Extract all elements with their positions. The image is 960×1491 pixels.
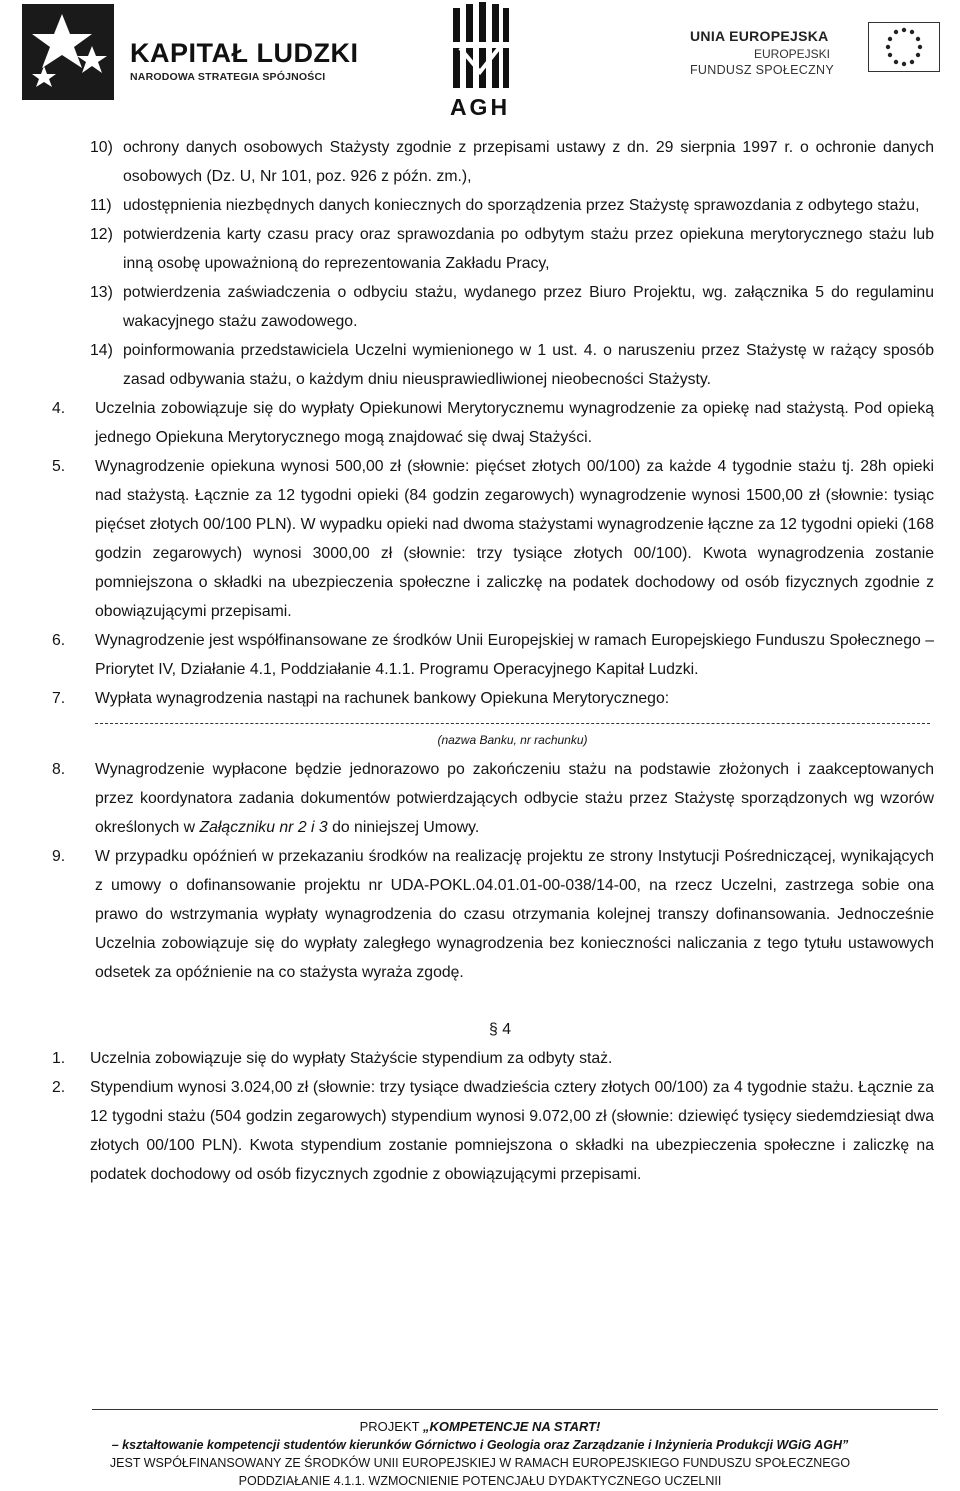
item-number: 9.	[52, 848, 66, 865]
kapital-ludzki-title: KAPITAŁ LUDZKI	[130, 38, 359, 68]
item-number: 4.	[52, 400, 66, 417]
item-number: 7.	[52, 690, 66, 707]
paragraph-item-7	[0, 684, 960, 713]
kapital-ludzki-logo	[22, 4, 359, 104]
section4-item-1	[0, 1044, 960, 1073]
item-number: 5.	[52, 458, 66, 475]
item-text-part: do niniejszej Umowy.	[327, 819, 480, 836]
footer-project-prefix: PROJEKT	[359, 1419, 423, 1434]
item-number: 1.	[52, 1050, 66, 1067]
section-heading: § 4	[489, 1021, 511, 1038]
item-text: potwierdzenia zaświadczenia o odbyciu stażu, wydanego przez Biuro Projektu, wg. załącznika 5 do regulaminu wakacyjnego stażu zawodowego.	[123, 284, 934, 330]
item-text: Wynagrodzenie jest współfinansowane ze środków Unii Europejskiej w ramach Europejskiego Funduszu Społecznego – Priorytet IV, Działanie 4.1, Poddziałanie 4.1.1. Programu Operacyjnego Kapitał Ludzki.	[95, 632, 934, 678]
item-number: 8.	[52, 761, 66, 778]
obligation-item-11	[0, 191, 960, 220]
kapital-ludzki-star-icon	[22, 4, 122, 104]
item-text: udostępnienia niezbędnych danych koniecznych do sporządzenia przez Stażystę sprawozdania z odbytego stażu,	[123, 197, 920, 214]
page-header	[0, 0, 960, 130]
paragraph-item-8	[0, 755, 960, 842]
item-number: 11)	[90, 197, 112, 214]
obligation-item-13	[0, 278, 960, 336]
item-number: 2.	[52, 1079, 66, 1096]
footer-divider	[92, 1409, 938, 1410]
item-text: Wynagrodzenie opiekuna wynosi 500,00 zł (słownie: pięćset złotych 00/100) za każde 4 tygodnie stażu tj. 28h opieki nad stażystą. Łącznie za 12 tygodni opieki (84 godzin zegarowych) wynagrodzenie wynosi 1500,00 zł (słownie: tysiąc pięćset złotych 00/100 PLN). W wypadku opieki nad dwoma stażystami wynagrodzenie łączne za 12 tygodni opieki (168 godzin zegarowych) wynosi 3000,00 zł (słownie: trzy tysiące złotych 00/100). Kwota wynagrodzenia zostanie pomniejszona o składki na ubezpieczenia społeczne i zaliczkę na podatek dochodowy od osób fizycznych zgodnie z obowiązującymi przepisami.	[95, 458, 934, 620]
agh-label: AGH	[449, 94, 511, 120]
paragraph-item-9	[0, 842, 960, 987]
kapital-ludzki-subtitle: NARODOWA STRATEGIA SPÓJNOŚCI	[130, 71, 326, 83]
document-body	[0, 133, 960, 1189]
item-text: Stypendium wynosi 3.024,00 zł (słownie: trzy tysiące dwadzieścia cztery złotych 00/100) za 4 tygodnie stażu. Łącznie za 12 tygodni stażu (504 godzin zegarowych) stypendium wynosi 9.072,00 zł (słownie: dziewięć tysięcy siedemdziesiąt dwa złotych 00/100 PLN). Kwota stypendium zostanie pomniejszona o składki na ubezpieczenia społeczne i zaliczkę na podatek dochodowy od osób fizycznych zgodnie z obowiązującymi przepisami.	[90, 1079, 934, 1183]
footer-funding-line: JEST WSPÓŁFINANSOWANY ZE ŚRODKÓW UNII EUROPEJSKIEJ W RAMACH EUROPEJSKIEGO FUNDUSZU SPOŁECZNEGO	[109, 1456, 851, 1470]
attachment-reference: Załączniku nr 2 i 3	[199, 819, 328, 836]
item-number: 10)	[90, 139, 113, 156]
agh-logo	[445, 2, 515, 120]
obligation-item-14	[0, 336, 960, 394]
footer-project-subtitle: – kształtowanie kompetencji studentów kierunków Górnictwo i Geologia oraz Zarządzanie i Inżynieria Produkcji WGiG AGH”	[111, 1438, 849, 1452]
eu-logo-line1: UNIA EUROPEJSKA	[690, 28, 829, 44]
footer-project-line	[0, 1419, 960, 1434]
eu-logo-line2: EUROPEJSKI	[754, 47, 831, 61]
item-number: 6.	[52, 632, 66, 649]
item-text: Uczelnia zobowiązuje się do wypłaty Stażyście stypendium za odbyty staż.	[90, 1050, 613, 1067]
obligation-item-10	[0, 133, 960, 191]
paragraph-item-4	[0, 394, 960, 452]
footer-subaction-line: PODDZIAŁANIE 4.1.1. WZMOCNIENIE POTENCJAŁU DYDAKTYCZNEGO UCZELNII	[238, 1474, 722, 1488]
footer-project-name: „KOMPETENCJE NA START!	[422, 1419, 601, 1434]
section4-item-2	[0, 1073, 960, 1189]
item-text-part: Wynagrodzenie wypłacone będzie jednorazowo po zakończeniu stażu na podstawie złożonych i zaakceptowanych przez koordynatora zadania dokumentów potwierdzających odbycie stażu przez Stażystę sporządzonych wg wzorów określonych w	[95, 761, 934, 836]
item-text: Uczelnia zobowiązuje się do wypłaty Opiekunowi Merytorycznemu wynagrodzenie za opiekę nad stażystą. Pod opieką jednego Opiekuna Merytorycznego mogą znajdować się dwaj Stażyści.	[95, 400, 934, 446]
obligation-item-12	[0, 220, 960, 278]
item-number: 13)	[90, 284, 113, 301]
item-text: ochrony danych osobowych Stażysty zgodnie z przepisami ustawy z dn. 29 sierpnia 1997 r. o ochronie danych osobowych (Dz. U, Nr 101, poz. 926 z późn. zm.),	[123, 139, 934, 185]
eu-flag-icon	[868, 22, 940, 72]
item-number: 12)	[90, 226, 113, 243]
item-text: Wypłata wynagrodzenia nastąpi na rachunek bankowy Opiekuna Merytorycznego:	[95, 690, 670, 707]
item-text	[95, 755, 934, 842]
item-number: 14)	[90, 342, 113, 359]
item-text: poinformowania przedstawiciela Uczelni wymienionego w 1 ust. 4. o naruszeniu przez Stażystę w rażący sposób zasad odbywania stażu, o każdym dniu nieusprawiedliwionej nieobecności Stażysty.	[123, 342, 934, 388]
agh-emblem-icon	[445, 2, 515, 94]
item-text: W przypadku opóźnień w przekazaniu środków na realizację projektu ze strony Instytucji Pośredniczącej, wynikających z umowy o dofinansowanie projektu nr UDA-POKL.04.01.01-00-038/14-00, na rzecz Uczelni, zastrzega sobie ona prawo do wstrzymania wypłaty wynagrodzenia do czasu otrzymania kolejnej transzy dofinansowania. Jednocześnie Uczelnia zobowiązuje się do wypłaty zaległego wynagrodzenia bez konieczności naliczania z tego tytułu ustawowych odsetek za opóźnienie na co stażysta wyraża zgodę.	[95, 848, 934, 981]
item-text: potwierdzenia karty czasu pracy oraz sprawozdania po odbytym stażu przez opiekuna merytorycznego stażu lub inną osobę upoważnioną do reprezentowania Zakładu Pracy,	[123, 226, 934, 272]
paragraph-item-5	[0, 452, 960, 626]
eu-logo	[690, 22, 950, 92]
bank-account-caption: (nazwa Banku, nr rachunku)	[437, 733, 588, 747]
bank-account-fill-line[interactable]	[95, 717, 930, 731]
paragraph-item-6	[0, 626, 960, 684]
eu-logo-line3: FUNDUSZ SPOŁECZNY	[690, 63, 835, 77]
